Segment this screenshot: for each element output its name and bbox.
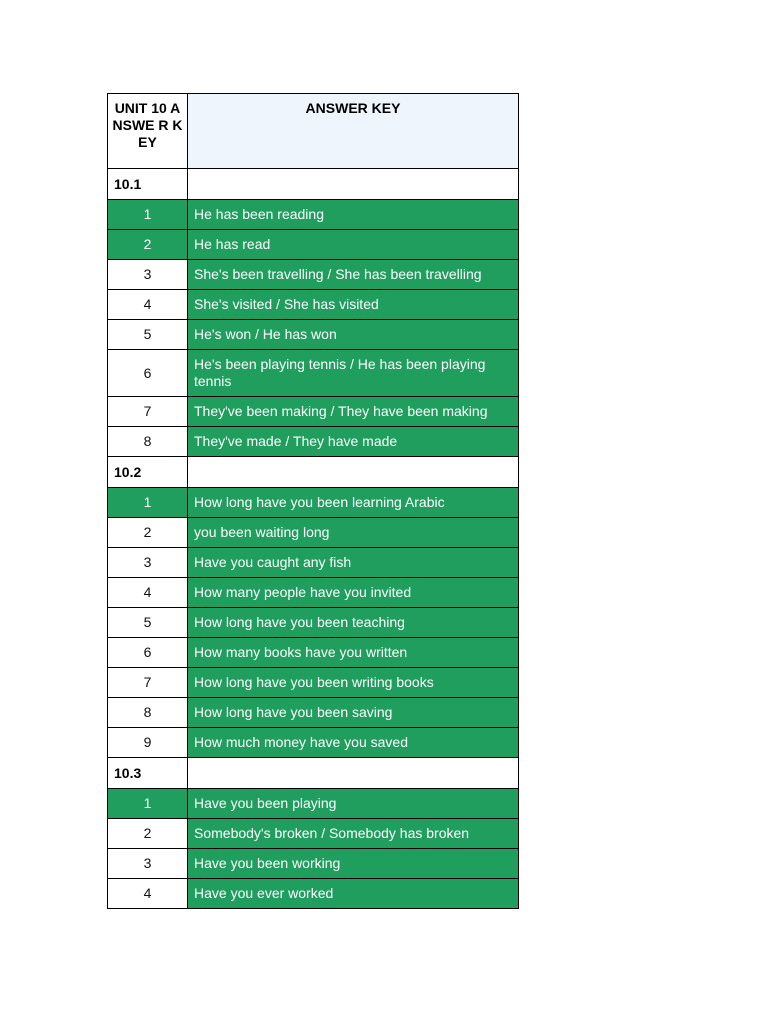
- answer-text: Have you ever worked: [188, 879, 519, 909]
- answer-row: [108, 698, 519, 728]
- question-number: 3: [108, 548, 188, 578]
- answer-row: [108, 879, 519, 909]
- answer-row: [108, 350, 519, 397]
- section-label: 10.2: [108, 457, 188, 488]
- question-number: 7: [108, 668, 188, 698]
- answer-text: He has read: [188, 230, 519, 260]
- answer-row: [108, 789, 519, 819]
- question-number: 4: [108, 578, 188, 608]
- answer-text: How long have you been writing books: [188, 668, 519, 698]
- question-number: 3: [108, 849, 188, 879]
- question-number: 6: [108, 350, 188, 397]
- answer-row: [108, 427, 519, 457]
- answer-row: [108, 320, 519, 350]
- answer-text: How many people have you invited: [188, 578, 519, 608]
- question-number: 5: [108, 320, 188, 350]
- section-empty-cell: [188, 169, 519, 200]
- answer-row: [108, 518, 519, 548]
- section-label: 10.3: [108, 758, 188, 789]
- answer-row: [108, 397, 519, 427]
- section-label: 10.1: [108, 169, 188, 200]
- answer-key-table: [107, 93, 519, 909]
- question-number: 8: [108, 427, 188, 457]
- answer-key-body: [108, 94, 519, 909]
- answer-text: They've been making / They have been making: [188, 397, 519, 427]
- answer-text: Have you been working: [188, 849, 519, 879]
- answer-text: you been waiting long: [188, 518, 519, 548]
- header-row: [108, 94, 519, 169]
- question-number: 2: [108, 230, 188, 260]
- question-number: 8: [108, 698, 188, 728]
- answer-text: Have you been playing: [188, 789, 519, 819]
- section-row: [108, 457, 519, 488]
- section-row: [108, 758, 519, 789]
- section-empty-cell: [188, 758, 519, 789]
- answer-row: [108, 200, 519, 230]
- answer-text: He has been reading: [188, 200, 519, 230]
- question-number: 2: [108, 518, 188, 548]
- answer-row: [108, 488, 519, 518]
- answer-text: Have you caught any fish: [188, 548, 519, 578]
- answer-row: [108, 608, 519, 638]
- question-number: 4: [108, 879, 188, 909]
- question-number: 1: [108, 789, 188, 819]
- answer-text: How long have you been teaching: [188, 608, 519, 638]
- section-empty-cell: [188, 457, 519, 488]
- question-number: 4: [108, 290, 188, 320]
- answer-text: How long have you been learning Arabic: [188, 488, 519, 518]
- answer-row: [108, 728, 519, 758]
- answer-text: Somebody's broken / Somebody has broken: [188, 819, 519, 849]
- answer-row: [108, 638, 519, 668]
- answer-text: He's won / He has won: [188, 320, 519, 350]
- answer-text: How many books have you written: [188, 638, 519, 668]
- answer-text: They've made / They have made: [188, 427, 519, 457]
- question-number: 5: [108, 608, 188, 638]
- question-number: 3: [108, 260, 188, 290]
- question-number: 7: [108, 397, 188, 427]
- answer-text: She's been travelling / She has been travelling: [188, 260, 519, 290]
- section-row: [108, 169, 519, 200]
- answer-text: She's visited / She has visited: [188, 290, 519, 320]
- answer-row: [108, 260, 519, 290]
- answer-row: [108, 668, 519, 698]
- unit-header-cell: UNIT 10 ANSWE R KEY: [108, 94, 188, 169]
- answer-text: He's been playing tennis / He has been playing tennis: [188, 350, 519, 397]
- answer-key-header-cell: ANSWER KEY: [188, 94, 519, 169]
- answer-text: How long have you been saving: [188, 698, 519, 728]
- question-number: 9: [108, 728, 188, 758]
- answer-row: [108, 548, 519, 578]
- question-number: 2: [108, 819, 188, 849]
- answer-row: [108, 230, 519, 260]
- answer-key-sheet: [107, 93, 519, 909]
- question-number: 6: [108, 638, 188, 668]
- question-number: 1: [108, 488, 188, 518]
- answer-row: [108, 819, 519, 849]
- answer-row: [108, 578, 519, 608]
- answer-row: [108, 290, 519, 320]
- answer-text: How much money have you saved: [188, 728, 519, 758]
- answer-row: [108, 849, 519, 879]
- question-number: 1: [108, 200, 188, 230]
